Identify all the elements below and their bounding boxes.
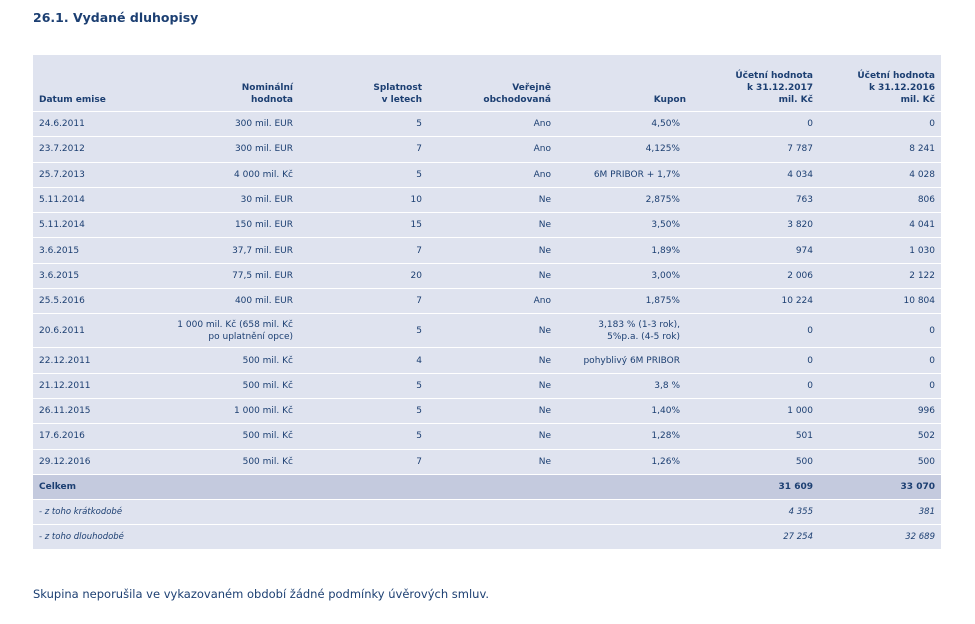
value-2017-cell: 2 006 [692, 263, 819, 288]
value-2017-cell: 0 [692, 348, 819, 373]
total-empty-cell [557, 474, 692, 499]
text-line: 3,183 % (1-3 rok), [598, 319, 680, 330]
maturity-cell: 20 [299, 263, 428, 288]
text-line: 3,00% [651, 270, 680, 281]
value-2017-cell: 3 820 [692, 213, 819, 238]
text-line: 1,40% [651, 406, 680, 417]
public-cell: Ano [428, 162, 557, 187]
value-2016-cell: 806 [819, 187, 941, 212]
text-line: v letech [381, 95, 422, 105]
maturity-cell: 5 [299, 398, 428, 423]
text-line: mil. Kč [900, 95, 935, 105]
date-cell: 29.12.2016 [33, 449, 155, 474]
date-cell: 25.7.2013 [33, 162, 155, 187]
long-term-empty-cell [557, 525, 692, 550]
header-hodnota-2016 [819, 55, 941, 112]
value-2016-cell: 0 [819, 112, 941, 137]
long-term-label: - z toho dlouhodobé [33, 525, 155, 550]
nominal-cell [155, 289, 299, 314]
text-line: 6M PRIBOR + 1,7% [593, 169, 680, 180]
coupon-cell [557, 137, 692, 162]
coupon-cell [557, 424, 692, 449]
text-line: 300 mil. EUR [234, 144, 293, 155]
footnote: Skupina neporušila ve vykazovaném období žádné podmínky úvěrových smluv. [33, 587, 490, 601]
value-2016-cell: 1 030 [819, 238, 941, 263]
short-term-empty-cell [155, 499, 299, 524]
coupon-cell [557, 398, 692, 423]
maturity-cell: 7 [299, 238, 428, 263]
nominal-cell [155, 238, 299, 263]
value-2016-cell: 10 804 [819, 289, 941, 314]
coupon-cell [557, 112, 692, 137]
nominal-cell [155, 424, 299, 449]
long-term-2017: 27 254 [692, 525, 819, 550]
date-cell: 26.11.2015 [33, 398, 155, 423]
text-line: 150 mil. EUR [234, 220, 293, 231]
table-row [33, 238, 941, 263]
long-term-empty-cell [155, 525, 299, 550]
maturity-cell: 5 [299, 112, 428, 137]
date-cell: 23.7.2012 [33, 137, 155, 162]
coupon-cell [557, 289, 692, 314]
text-line: 1,875% [645, 296, 680, 307]
maturity-cell: 5 [299, 373, 428, 398]
coupon-cell [557, 373, 692, 398]
value-2017-cell: 500 [692, 449, 819, 474]
table-row [33, 398, 941, 423]
text-line: 300 mil. EUR [234, 119, 293, 130]
text-line: k 31.12.2017 [746, 83, 813, 93]
coupon-cell [557, 449, 692, 474]
value-2016-cell: 4 041 [819, 213, 941, 238]
total-label: Celkem [33, 474, 155, 499]
text-line: 400 mil. EUR [234, 296, 293, 307]
public-cell: Ne [428, 373, 557, 398]
value-2016-cell: 996 [819, 398, 941, 423]
short-term-2017: 4 355 [692, 499, 819, 524]
short-term-2016: 381 [819, 499, 941, 524]
long-term-row [33, 525, 941, 550]
date-cell: 24.6.2011 [33, 112, 155, 137]
value-2017-cell: 0 [692, 373, 819, 398]
value-2017-cell: 4 034 [692, 162, 819, 187]
maturity-cell: 5 [299, 162, 428, 187]
value-2016-cell: 2 122 [819, 263, 941, 288]
value-2016-cell: 0 [819, 373, 941, 398]
public-cell: Ne [428, 187, 557, 212]
nominal-cell [155, 373, 299, 398]
public-cell: Ne [428, 238, 557, 263]
total-empty-cell [155, 474, 299, 499]
text-line: obchodovaná [483, 95, 551, 105]
text-line: 500 mil. Kč [242, 380, 293, 391]
table-row [33, 424, 941, 449]
text-line: 1 000 mil. Kč [234, 406, 293, 417]
public-cell: Ne [428, 314, 557, 348]
text-line: Účetní hodnota [735, 71, 813, 81]
public-cell: Ne [428, 424, 557, 449]
header-nominal [155, 55, 299, 112]
header-datum: Datum emise [33, 55, 155, 112]
maturity-cell: 7 [299, 289, 428, 314]
long-term-2016: 32 689 [819, 525, 941, 550]
coupon-cell [557, 263, 692, 288]
text-line: k 31.12.2016 [868, 83, 935, 93]
text-line: pohyblivý 6M PRIBOR [583, 355, 680, 366]
maturity-cell: 10 [299, 187, 428, 212]
date-cell: 21.12.2011 [33, 373, 155, 398]
table-row [33, 449, 941, 474]
date-cell: 25.5.2016 [33, 289, 155, 314]
coupon-cell [557, 213, 692, 238]
section-title: 26.1. Vydané dluhopisy [33, 10, 199, 25]
long-term-empty-cell [428, 525, 557, 550]
value-2017-cell: 0 [692, 314, 819, 348]
table-row [33, 213, 941, 238]
maturity-cell: 5 [299, 424, 428, 449]
table-header-row [33, 55, 941, 112]
short-term-empty-cell [428, 499, 557, 524]
header-splatnost [299, 55, 428, 112]
text-line: 4,50% [651, 119, 680, 130]
table-body [33, 112, 941, 475]
date-cell: 5.11.2014 [33, 213, 155, 238]
table-row [33, 263, 941, 288]
value-2016-cell: 502 [819, 424, 941, 449]
table-row [33, 373, 941, 398]
coupon-cell [557, 314, 692, 348]
coupon-cell [557, 162, 692, 187]
nominal-cell [155, 162, 299, 187]
text-line: 1 000 mil. Kč (658 mil. Kč [177, 319, 293, 330]
maturity-cell: 7 [299, 449, 428, 474]
text-line: 500 mil. Kč [242, 431, 293, 442]
nominal-cell [155, 449, 299, 474]
text-line: 1,26% [651, 456, 680, 467]
text-line: 1,89% [651, 245, 680, 256]
maturity-cell: 7 [299, 137, 428, 162]
total-row [33, 474, 941, 499]
text-line: 77,5 mil. EUR [232, 270, 293, 281]
date-cell: 3.6.2015 [33, 263, 155, 288]
public-cell: Ano [428, 112, 557, 137]
coupon-cell [557, 238, 692, 263]
short-term-row [33, 499, 941, 524]
value-2016-cell: 4 028 [819, 162, 941, 187]
bonds-table [33, 55, 941, 550]
value-2017-cell: 7 787 [692, 137, 819, 162]
nominal-cell [155, 398, 299, 423]
value-2017-cell: 763 [692, 187, 819, 212]
short-term-label: - z toho krátkodobé [33, 499, 155, 524]
nominal-cell [155, 263, 299, 288]
table-row [33, 289, 941, 314]
text-line: Účetní hodnota [857, 71, 935, 81]
short-term-empty-cell [299, 499, 428, 524]
public-cell: Ne [428, 263, 557, 288]
text-line: Splatnost [373, 83, 422, 93]
nominal-cell [155, 112, 299, 137]
text-line: 37,7 mil. EUR [232, 245, 293, 256]
date-cell: 17.6.2016 [33, 424, 155, 449]
text-line: 30 mil. EUR [240, 195, 293, 206]
short-term-empty-cell [557, 499, 692, 524]
text-line: 3,8 % [654, 380, 680, 391]
date-cell: 22.12.2011 [33, 348, 155, 373]
table-row [33, 112, 941, 137]
text-line: 500 mil. Kč [242, 355, 293, 366]
value-2017-cell: 501 [692, 424, 819, 449]
nominal-cell [155, 213, 299, 238]
text-line: 1,28% [651, 431, 680, 442]
date-cell: 20.6.2011 [33, 314, 155, 348]
public-cell: Ano [428, 289, 557, 314]
coupon-cell [557, 348, 692, 373]
public-cell: Ano [428, 137, 557, 162]
public-cell: Ne [428, 449, 557, 474]
long-term-empty-cell [299, 525, 428, 550]
value-2017-cell: 10 224 [692, 289, 819, 314]
header-verejne [428, 55, 557, 112]
public-cell: Ne [428, 398, 557, 423]
text-line: 500 mil. Kč [242, 456, 293, 467]
text-line: hodnota [251, 95, 293, 105]
maturity-cell: 15 [299, 213, 428, 238]
nominal-cell [155, 348, 299, 373]
text-line: 5%p.a. (4-5 rok) [607, 331, 680, 342]
text-line: 4 000 mil. Kč [234, 169, 293, 180]
date-cell: 3.6.2015 [33, 238, 155, 263]
public-cell: Ne [428, 213, 557, 238]
text-line: 3,50% [651, 220, 680, 231]
text-line: Veřejně [512, 83, 551, 93]
header-kupon: Kupon [557, 55, 692, 112]
text-line: mil. Kč [778, 95, 813, 105]
table-row [33, 187, 941, 212]
table-row [33, 137, 941, 162]
value-2016-cell: 0 [819, 348, 941, 373]
value-2017-cell: 974 [692, 238, 819, 263]
nominal-cell [155, 314, 299, 348]
text-line: Nominální [241, 83, 293, 93]
nominal-cell [155, 187, 299, 212]
text-line: 4,125% [645, 144, 680, 155]
table-row [33, 162, 941, 187]
value-2016-cell: 0 [819, 314, 941, 348]
table-row [33, 348, 941, 373]
text-line: po uplatnění opce) [208, 331, 293, 342]
total-2017: 31 609 [692, 474, 819, 499]
total-empty-cell [299, 474, 428, 499]
text-line: 2,875% [645, 195, 680, 206]
value-2016-cell: 8 241 [819, 137, 941, 162]
table-row [33, 314, 941, 348]
maturity-cell: 4 [299, 348, 428, 373]
value-2017-cell: 0 [692, 112, 819, 137]
total-2016: 33 070 [819, 474, 941, 499]
total-empty-cell [428, 474, 557, 499]
public-cell: Ne [428, 348, 557, 373]
value-2016-cell: 500 [819, 449, 941, 474]
maturity-cell: 5 [299, 314, 428, 348]
date-cell: 5.11.2014 [33, 187, 155, 212]
coupon-cell [557, 187, 692, 212]
value-2017-cell: 1 000 [692, 398, 819, 423]
header-hodnota-2017 [692, 55, 819, 112]
nominal-cell [155, 137, 299, 162]
